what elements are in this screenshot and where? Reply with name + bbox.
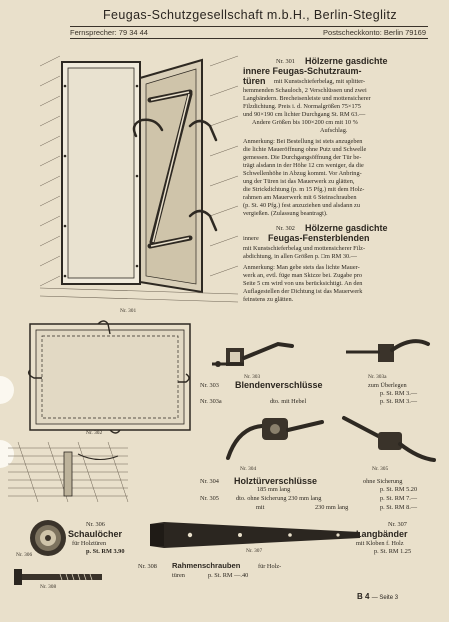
- p303-price-1: p. St. RM 3.—: [380, 390, 418, 397]
- p301-heading-3-rest: mit Kunstschieferbelag, mit splitter-: [274, 78, 366, 85]
- caption-302: Nr. 302: [86, 430, 103, 436]
- p303a-desc: dto. mit Hebel: [270, 398, 307, 405]
- p302-line: abdichtung, in allen Größen p. □m RM 30.—: [243, 253, 357, 260]
- header-rule-bottom: [70, 38, 428, 39]
- door-latch-304-image: [218, 408, 328, 466]
- p307-price: p. St. RM 1.25: [374, 548, 412, 555]
- p301-note: die Strickdichtung (p. m 15 Pfg.) mit dem Holz-: [243, 186, 365, 193]
- p303-title: Blendenverschlüsse: [235, 380, 323, 390]
- p301-line: und 90×190 cm lichter Durchgang St. RM 63.—: [243, 111, 366, 118]
- p303-nr: Nr. 303: [200, 382, 219, 389]
- p306-price: p. St. RM 3.90: [86, 548, 125, 555]
- caption-301: Nr. 301: [120, 308, 137, 314]
- p305-price-2: p. St. RM 7.—: [380, 495, 418, 502]
- company-name: Feugas-Schutzgesellschaft m.b.H., Berlin-Steglitz: [102, 8, 398, 22]
- p301-heading-3: türen: [243, 76, 266, 86]
- p301-line: Andere Größen bis 100×200 cm mit 10 %: [252, 119, 358, 126]
- p301-line: Aufschlag.: [320, 127, 348, 134]
- door-latch-305-image: [338, 410, 438, 466]
- caption-305: Nr. 305: [372, 466, 389, 472]
- window-section-drawing: [8, 438, 136, 506]
- header-rule-top: [70, 26, 428, 27]
- p302-line: mit Kunstschieferbelag und mottensicherer Filz-: [243, 245, 366, 252]
- p305-nr: Nr. 305: [200, 495, 219, 502]
- p301-note: (p. St. 40 Pfg.) fest anzuziehen und alsdann zu: [243, 202, 360, 209]
- p301-note: vergießen. (Zulassung beantragt).: [243, 210, 328, 217]
- p302-note: Anmerkung: Man gebe stets das lichte Mauer-: [243, 264, 360, 271]
- sight-hole-306-image: [26, 516, 70, 560]
- p307-sub: mit Kloben f. Holz: [356, 540, 404, 547]
- frame-screw-308-image: [10, 566, 106, 588]
- p302-note: werk an, evtl. füge man Skizze bei. Zugabe pro: [243, 272, 363, 279]
- caption-307: Nr. 307: [246, 548, 263, 554]
- window-shutter-diagram: [28, 322, 193, 437]
- p301-line: hemmenden Schauloch, 2 Verschlüssen und zwei: [243, 87, 367, 94]
- p306-sub: für Holztüren: [72, 540, 107, 547]
- p308-nr: Nr. 308: [138, 563, 157, 570]
- p306-nr: Nr. 306: [86, 521, 105, 528]
- phone-number: Fernsprecher: 79 34 44: [70, 28, 148, 37]
- punch-hole: [0, 376, 14, 404]
- p305-price-3: p. St. RM 8.—: [380, 504, 418, 511]
- p305-with: mit: [256, 504, 265, 511]
- p308-sub: türen: [172, 572, 185, 579]
- latch-303a-image: [342, 330, 432, 372]
- p308-price: p. St. RM —.40: [208, 572, 249, 579]
- p301-note: trägt alsdann in der Höhe 12 cm weniger, da die: [243, 162, 364, 169]
- p308-title: Rahmenschrauben: [172, 561, 241, 570]
- strap-hinge-307-image: [150, 520, 364, 550]
- p301-note: die lichte Maueröffnung ohne Putz und Schwelle: [243, 146, 367, 153]
- p301-heading-1: Hölzerne gasdichte: [305, 56, 388, 66]
- caption-303: Nr. 303: [244, 374, 261, 380]
- p301-nr: Nr. 301: [276, 58, 295, 65]
- p304-title: Holztürverschlüsse: [234, 476, 318, 486]
- p307-nr: Nr. 307: [388, 521, 407, 528]
- p301-note: Anmerkung: Bei Bestellung ist stets anzugeben: [243, 138, 363, 145]
- p302-heading-2-pre: innere: [243, 235, 259, 242]
- p301-line: Filzdichtung. Preis i. d. Normalgrößen 75×175: [243, 103, 361, 110]
- catalog-code: B 4: [357, 592, 370, 601]
- p302-nr: Nr. 302: [276, 225, 295, 232]
- p307-title: Langbänder: [356, 529, 408, 539]
- p304-title-rest: ohne Sicherung: [363, 478, 403, 485]
- caption-308: Nr. 308: [40, 584, 57, 590]
- p301-note: Schwellenhöhe in Abzug kommt. Vor Anbring-: [243, 170, 362, 177]
- p305-length-3: 230 mm lang: [315, 504, 349, 511]
- p301-heading-2: innere Feugas-Schutzraum-: [243, 66, 362, 76]
- p302-note: Seite 5 cm wird von uns berücksichtigt. An den: [243, 280, 363, 287]
- caption-306: Nr. 306: [16, 552, 33, 558]
- p304-nr: Nr. 304: [200, 478, 219, 485]
- postal-account: Postscheckkonto: Berlin 79169: [323, 28, 426, 37]
- p301-line: Langbändern. Brecheisenleiste und mottensicherer: [243, 95, 371, 102]
- latch-303-image: [208, 336, 298, 376]
- caption-304: Nr. 304: [240, 466, 257, 472]
- p303-title-rest: zum Überlegen: [368, 382, 407, 389]
- p302-note: Auflagestellen der Dichtung ist das Mauerwerk: [243, 288, 363, 295]
- p301-note: ung der Türen ist das Mauerwerk zu glätten,: [243, 178, 355, 185]
- page-number: — Seite 3: [371, 595, 399, 601]
- caption-303a: Nr. 303a: [368, 374, 387, 380]
- p302-heading-1: Hölzerne gasdichte: [305, 223, 388, 233]
- door-illustration: [40, 56, 240, 304]
- p304-price-1: p. St. RM 5.20: [380, 486, 418, 493]
- p305-length-2: dto. ohne Sicherung 230 mm lang: [236, 495, 322, 502]
- p302-heading-2: Feugas-Fensterblenden: [268, 233, 370, 243]
- p304-length-1: 185 mm lang: [257, 486, 291, 493]
- p306-title: Schaulöcher: [68, 529, 123, 539]
- p301-note: rahmen am Mauerwerk mit 6 Steinschrauben: [243, 194, 357, 201]
- page-footer: [357, 592, 398, 601]
- p303-price-2: p. St. RM 3.—: [380, 398, 418, 405]
- p302-note: feinstens zu glätten.: [243, 296, 294, 303]
- p301-note: gemessen. Die Durchgangsöffnung der Tür be-: [243, 154, 362, 161]
- p303a-nr: Nr. 303a: [200, 398, 222, 405]
- p308-title-rest: für Holz-: [258, 563, 282, 570]
